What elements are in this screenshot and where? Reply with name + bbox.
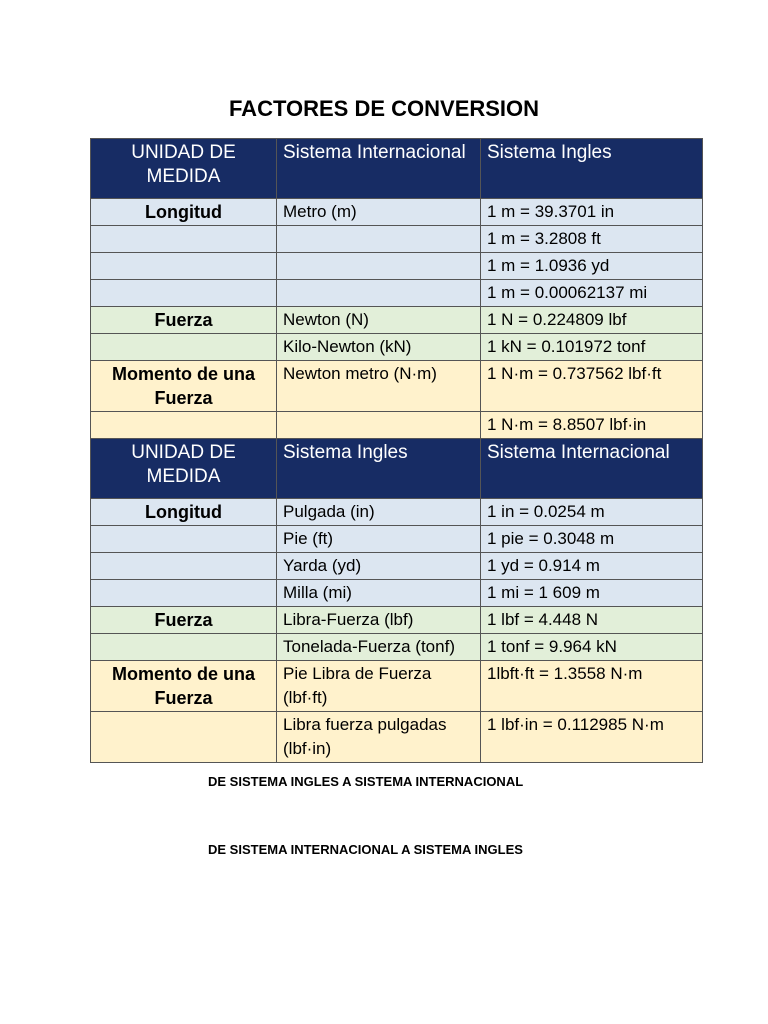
category-cell xyxy=(91,412,277,439)
conversion-cell: 1 lbf·in = 0.112985 N·m xyxy=(481,712,703,763)
category-cell xyxy=(91,253,277,280)
table-row xyxy=(91,580,703,607)
header-cell-unit: UNIDAD DE MEDIDA xyxy=(91,139,277,199)
page-title: FACTORES DE CONVERSION xyxy=(228,96,540,121)
category-cell xyxy=(91,634,277,661)
category-cell xyxy=(91,334,277,361)
category-cell xyxy=(91,553,277,580)
table-row xyxy=(91,280,703,307)
unit-cell xyxy=(277,253,481,280)
header-cell-unit: UNIDAD DE MEDIDA xyxy=(91,439,277,499)
table-header-row xyxy=(91,139,703,199)
conversion-cell: 1 in = 0.0254 m xyxy=(481,499,703,526)
unit-cell: Kilo-Newton (kN) xyxy=(277,334,481,361)
unit-cell: Libra fuerza pulgadas (lbf·in) xyxy=(277,712,481,763)
category-cell: Fuerza xyxy=(91,307,277,334)
conversion-cell: 1 N·m = 0.737562 lbf·ft xyxy=(481,361,703,412)
unit-cell: Newton (N) xyxy=(277,307,481,334)
table-row xyxy=(91,412,703,439)
conversion-cell: 1 tonf = 9.964 kN xyxy=(481,634,703,661)
table-row xyxy=(91,553,703,580)
note-ingles-a-internacional: DE SISTEMA INGLES A SISTEMA INTERNACIONAL xyxy=(208,774,524,789)
table-row xyxy=(91,661,703,712)
category-cell: Momento de una Fuerza xyxy=(91,661,277,712)
conversion-cell: 1 lbf = 4.448 N xyxy=(481,607,703,634)
category-cell xyxy=(91,280,277,307)
unit-cell: Metro (m) xyxy=(277,199,481,226)
unit-cell: Pie (ft) xyxy=(277,526,481,553)
unit-cell: Newton metro (N·m) xyxy=(277,361,481,412)
conversion-cell: 1 pie = 0.3048 m xyxy=(481,526,703,553)
table-row xyxy=(91,307,703,334)
table-row xyxy=(91,499,703,526)
conversion-cell: 1 N = 0.224809 lbf xyxy=(481,307,703,334)
unit-cell: Yarda (yd) xyxy=(277,553,481,580)
unit-cell: Pulgada (in) xyxy=(277,499,481,526)
conversion-cell: 1lbft·ft = 1.3558 N·m xyxy=(481,661,703,712)
table-row xyxy=(91,526,703,553)
unit-cell: Tonelada-Fuerza (tonf) xyxy=(277,634,481,661)
table-row xyxy=(91,199,703,226)
conversion-cell: 1 mi = 1 609 m xyxy=(481,580,703,607)
note-internacional-a-ingles: DE SISTEMA INTERNACIONAL A SISTEMA INGLES xyxy=(208,842,523,857)
conversion-cell: 1 m = 1.0936 yd xyxy=(481,253,703,280)
unit-cell xyxy=(277,226,481,253)
table-row xyxy=(91,634,703,661)
table-row xyxy=(91,334,703,361)
category-cell xyxy=(91,580,277,607)
category-cell: Longitud xyxy=(91,499,277,526)
conversion-table xyxy=(90,138,703,763)
category-cell: Momento de una Fuerza xyxy=(91,361,277,412)
conversion-cell: 1 m = 3.2808 ft xyxy=(481,226,703,253)
table-row xyxy=(91,361,703,412)
conversion-cell: 1 m = 0.00062137 mi xyxy=(481,280,703,307)
header-cell-system-a: Sistema Internacional xyxy=(277,139,481,199)
header-cell-system-b: Sistema Ingles xyxy=(481,139,703,199)
table-row xyxy=(91,712,703,763)
table-row xyxy=(91,253,703,280)
category-cell xyxy=(91,712,277,763)
table-header-row xyxy=(91,439,703,499)
conversion-cell: 1 N·m = 8.8507 lbf·in xyxy=(481,412,703,439)
conversion-cell: 1 m = 39.3701 in xyxy=(481,199,703,226)
conversion-cell: 1 kN = 0.101972 tonf xyxy=(481,334,703,361)
unit-cell: Libra-Fuerza (lbf) xyxy=(277,607,481,634)
unit-cell xyxy=(277,280,481,307)
category-cell: Fuerza xyxy=(91,607,277,634)
table-row xyxy=(91,226,703,253)
unit-cell xyxy=(277,412,481,439)
table-row xyxy=(91,607,703,634)
unit-cell: Pie Libra de Fuerza (lbf·ft) xyxy=(277,661,481,712)
category-cell xyxy=(91,226,277,253)
header-cell-system-b: Sistema Internacional xyxy=(481,439,703,499)
category-cell xyxy=(91,526,277,553)
unit-cell: Milla (mi) xyxy=(277,580,481,607)
category-cell: Longitud xyxy=(91,199,277,226)
header-cell-system-a: Sistema Ingles xyxy=(277,439,481,499)
conversion-cell: 1 yd = 0.914 m xyxy=(481,553,703,580)
